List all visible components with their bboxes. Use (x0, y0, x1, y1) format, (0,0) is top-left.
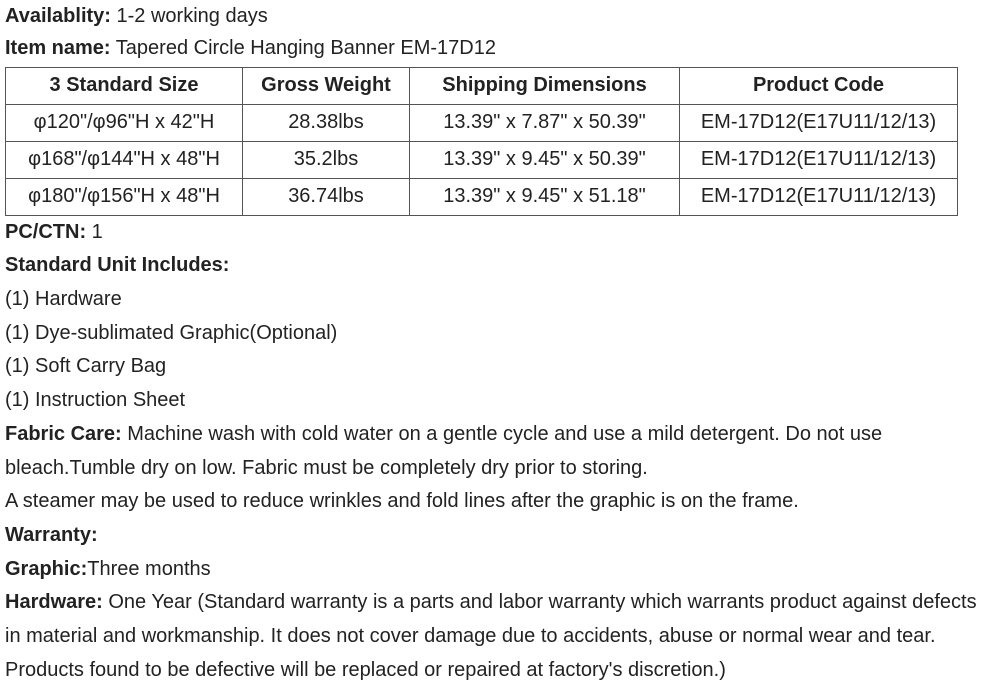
header-product-code: Product Code (680, 67, 958, 104)
warranty-heading-line (5, 519, 983, 553)
spec-table (5, 67, 958, 216)
list-item: (1) Hardware (5, 288, 122, 311)
list-item: (1) Soft Carry Bag (5, 355, 167, 378)
warranty-hardware-label: Hardware: (5, 591, 103, 614)
includes-heading-line (5, 249, 983, 283)
fabric-care-note: A steamer may be used to reduce wrinkles and fold lines after the graphic is on the frame. (5, 490, 799, 513)
availability-line (5, 0, 983, 32)
table-row (6, 141, 958, 178)
availability-label: Availablity: (5, 5, 111, 27)
warranty-hardware-paragraph (5, 586, 983, 687)
cell-size: φ120"/φ96"H x 42"H (6, 104, 243, 141)
list-item: (1) Instruction Sheet (5, 389, 186, 412)
header-gross-weight: Gross Weight (243, 67, 410, 104)
fabric-care-paragraph (5, 418, 983, 485)
fabric-care-value: Machine wash with cold water on a gentle cycle and use a mild detergent. Do not use bleach.Tumble dry on low. Fabric must be completely dry prior to storing. (5, 422, 883, 479)
cell-size: φ168"/φ144"H x 48"H (6, 141, 243, 178)
fabric-care-label: Fabric Care: (5, 422, 122, 445)
item-name-value: Tapered Circle Hanging Banner EM-17D12 (110, 37, 496, 59)
pc-ctn-value: 1 (86, 220, 103, 243)
pc-ctn-label: PC/CTN: (5, 220, 87, 243)
includes-label: Standard Unit Includes: (5, 254, 230, 277)
pc-ctn-line (5, 216, 983, 250)
warranty-graphic-line (5, 553, 983, 587)
cell-product-code: EM-17D12(E17U11/12/13) (680, 178, 958, 215)
cell-dimensions: 13.39" x 9.45" x 50.39" (410, 141, 680, 178)
warranty-graphic-value: Three months (87, 557, 211, 580)
table-row (6, 178, 958, 215)
cell-size: φ180"/φ156"H x 48"H (6, 178, 243, 215)
cell-dimensions: 13.39" x 9.45" x 51.18" (410, 178, 680, 215)
header-standard-size: 3 Standard Size (6, 67, 243, 104)
item-name-label: Item name: (5, 37, 111, 59)
warranty-label: Warranty: (5, 523, 98, 546)
cell-product-code: EM-17D12(E17U11/12/13) (680, 141, 958, 178)
table-row (6, 104, 958, 141)
list-item: (1) Dye-sublimated Graphic(Optional) (5, 321, 338, 344)
warranty-hardware-value: One Year (Standard warranty is a parts and labor warranty which warrants product against defects in material and workmanship. It does not cover damage due to accidents, abuse or normal wear and tear. Products found to be defective will be replaced or repaired at factory's discretion.) (5, 591, 977, 681)
cell-weight: 28.38lbs (243, 104, 410, 141)
cell-weight: 35.2lbs (243, 141, 410, 178)
item-name-line (5, 32, 983, 66)
cell-product-code: EM-17D12(E17U11/12/13) (680, 104, 958, 141)
warranty-graphic-label: Graphic: (5, 557, 88, 580)
spec-table-header-row (6, 67, 958, 104)
cell-dimensions: 13.39" x 7.87" x 50.39" (410, 104, 680, 141)
header-shipping-dimensions: Shipping Dimensions (410, 67, 680, 104)
cell-weight: 36.74lbs (243, 178, 410, 215)
availability-value: 1-2 working days (110, 5, 268, 27)
